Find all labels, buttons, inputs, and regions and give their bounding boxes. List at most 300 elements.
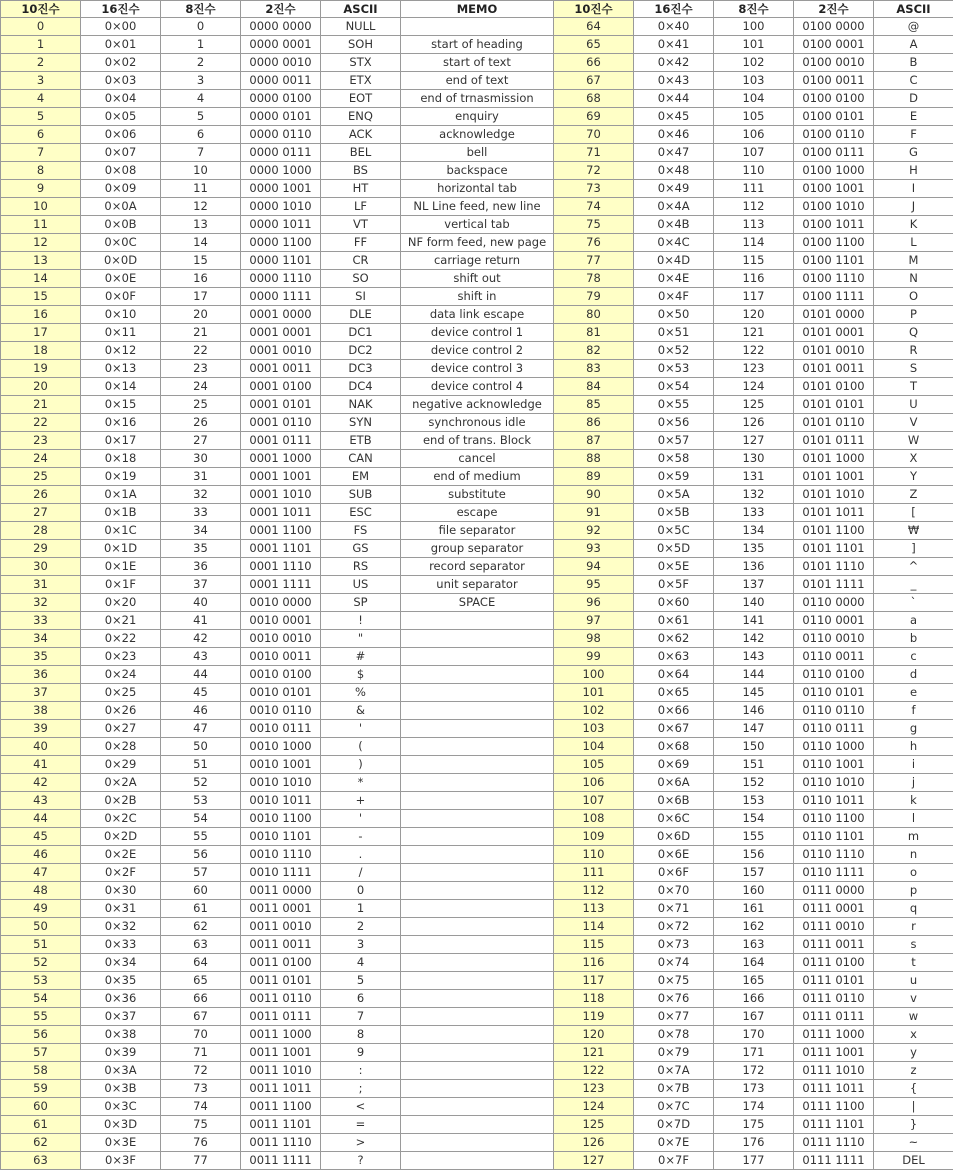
cell-octal: 63 — [161, 936, 241, 954]
cell-ascii: DC4 — [321, 378, 401, 396]
cell-binary-2: 0110 0110 — [794, 702, 874, 720]
cell-octal: 64 — [161, 954, 241, 972]
table-row — [1, 216, 953, 234]
cell-memo: end of trans. Block — [401, 432, 554, 450]
cell-memo: horizontal tab — [401, 180, 554, 198]
cell-hex: 0×3D — [81, 1116, 161, 1134]
cell-hex-2: 0×4F — [634, 288, 714, 306]
cell-memo — [401, 864, 554, 882]
header-memo: MEMO — [401, 1, 554, 18]
cell-hex: 0×0C — [81, 234, 161, 252]
table-row — [1, 1008, 953, 1026]
cell-decimal-2: 87 — [554, 432, 634, 450]
cell-octal: 4 — [161, 90, 241, 108]
cell-ascii: & — [321, 702, 401, 720]
cell-memo: backspace — [401, 162, 554, 180]
cell-ascii: 4 — [321, 954, 401, 972]
cell-hex-2: 0×43 — [634, 72, 714, 90]
cell-octal-2: 103 — [714, 72, 794, 90]
cell-ascii-2: Z — [874, 486, 953, 504]
cell-hex: 0×34 — [81, 954, 161, 972]
cell-octal: 14 — [161, 234, 241, 252]
cell-binary: 0001 1111 — [241, 576, 321, 594]
cell-hex-2: 0×62 — [634, 630, 714, 648]
table-row — [1, 846, 953, 864]
cell-binary: 0011 1101 — [241, 1116, 321, 1134]
cell-hex: 0×00 — [81, 18, 161, 36]
cell-octal-2: 107 — [714, 144, 794, 162]
cell-ascii-2: _ — [874, 576, 953, 594]
cell-ascii-2: G — [874, 144, 953, 162]
table-row — [1, 540, 953, 558]
cell-octal: 5 — [161, 108, 241, 126]
cell-ascii: ENQ — [321, 108, 401, 126]
cell-binary-2: 0110 0101 — [794, 684, 874, 702]
cell-binary-2: 0111 0010 — [794, 918, 874, 936]
cell-ascii-2: r — [874, 918, 953, 936]
cell-ascii-2: K — [874, 216, 953, 234]
table-row — [1, 270, 953, 288]
cell-memo — [401, 774, 554, 792]
cell-hex-2: 0×54 — [634, 378, 714, 396]
cell-ascii-2: W — [874, 432, 953, 450]
cell-decimal: 14 — [1, 270, 81, 288]
cell-ascii-2: V — [874, 414, 953, 432]
cell-ascii-2: p — [874, 882, 953, 900]
cell-binary: 0011 1110 — [241, 1134, 321, 1152]
cell-octal: 56 — [161, 846, 241, 864]
cell-hex: 0×1C — [81, 522, 161, 540]
cell-ascii: ' — [321, 810, 401, 828]
cell-decimal: 15 — [1, 288, 81, 306]
cell-octal-2: 126 — [714, 414, 794, 432]
cell-decimal: 51 — [1, 936, 81, 954]
cell-hex-2: 0×64 — [634, 666, 714, 684]
cell-binary-2: 0110 0111 — [794, 720, 874, 738]
table-row — [1, 108, 953, 126]
cell-binary-2: 0101 0100 — [794, 378, 874, 396]
cell-hex-2: 0×65 — [634, 684, 714, 702]
cell-memo — [401, 702, 554, 720]
cell-octal-2: 176 — [714, 1134, 794, 1152]
cell-ascii: NAK — [321, 396, 401, 414]
cell-octal: 16 — [161, 270, 241, 288]
cell-ascii: NULL — [321, 18, 401, 36]
cell-hex: 0×39 — [81, 1044, 161, 1062]
table-row — [1, 1062, 953, 1080]
cell-octal: 21 — [161, 324, 241, 342]
cell-ascii: > — [321, 1134, 401, 1152]
cell-octal: 55 — [161, 828, 241, 846]
cell-memo — [401, 1026, 554, 1044]
cell-binary: 0011 1001 — [241, 1044, 321, 1062]
cell-binary: 0001 1110 — [241, 558, 321, 576]
cell-ascii-2: d — [874, 666, 953, 684]
cell-octal: 6 — [161, 126, 241, 144]
cell-binary: 0000 0010 — [241, 54, 321, 72]
cell-hex-2: 0×4A — [634, 198, 714, 216]
cell-binary: 0001 1011 — [241, 504, 321, 522]
cell-memo: shift in — [401, 288, 554, 306]
cell-binary-2: 0111 1011 — [794, 1080, 874, 1098]
cell-memo — [401, 684, 554, 702]
table-row — [1, 306, 953, 324]
cell-ascii: - — [321, 828, 401, 846]
cell-ascii: GS — [321, 540, 401, 558]
cell-hex: 0×10 — [81, 306, 161, 324]
cell-octal: 26 — [161, 414, 241, 432]
cell-memo: enquiry — [401, 108, 554, 126]
cell-octal: 30 — [161, 450, 241, 468]
cell-hex: 0×1B — [81, 504, 161, 522]
header-ascii-2: ASCII — [874, 1, 953, 18]
cell-hex-2: 0×69 — [634, 756, 714, 774]
cell-decimal-2: 111 — [554, 864, 634, 882]
table-row — [1, 594, 953, 612]
cell-binary-2: 0101 1010 — [794, 486, 874, 504]
cell-binary-2: 0110 1110 — [794, 846, 874, 864]
cell-ascii-2: B — [874, 54, 953, 72]
cell-ascii-2: S — [874, 360, 953, 378]
cell-octal-2: 144 — [714, 666, 794, 684]
cell-hex: 0×2F — [81, 864, 161, 882]
table-row — [1, 864, 953, 882]
header-hex-2: 16진수 — [634, 1, 714, 18]
cell-octal-2: 116 — [714, 270, 794, 288]
cell-ascii-2: M — [874, 252, 953, 270]
cell-ascii: * — [321, 774, 401, 792]
cell-ascii: / — [321, 864, 401, 882]
cell-decimal-2: 126 — [554, 1134, 634, 1152]
cell-decimal: 40 — [1, 738, 81, 756]
cell-octal-2: 111 — [714, 180, 794, 198]
cell-octal-2: 136 — [714, 558, 794, 576]
cell-ascii-2: Y — [874, 468, 953, 486]
table-row — [1, 990, 953, 1008]
cell-ascii-2: F — [874, 126, 953, 144]
cell-decimal-2: 105 — [554, 756, 634, 774]
cell-binary: 0010 1101 — [241, 828, 321, 846]
table-row — [1, 432, 953, 450]
cell-hex-2: 0×5F — [634, 576, 714, 594]
cell-ascii: < — [321, 1098, 401, 1116]
header-octal: 8진수 — [161, 1, 241, 18]
cell-memo — [401, 900, 554, 918]
cell-octal: 50 — [161, 738, 241, 756]
cell-decimal: 10 — [1, 198, 81, 216]
cell-binary: 0010 0000 — [241, 594, 321, 612]
cell-octal-2: 142 — [714, 630, 794, 648]
cell-ascii-2: w — [874, 1008, 953, 1026]
cell-binary: 0010 0011 — [241, 648, 321, 666]
cell-ascii-2: l — [874, 810, 953, 828]
cell-decimal: 28 — [1, 522, 81, 540]
table-row — [1, 1026, 953, 1044]
cell-binary-2: 0111 0101 — [794, 972, 874, 990]
cell-octal: 57 — [161, 864, 241, 882]
cell-decimal: 9 — [1, 180, 81, 198]
cell-octal-2: 114 — [714, 234, 794, 252]
cell-decimal-2: 65 — [554, 36, 634, 54]
cell-octal: 33 — [161, 504, 241, 522]
cell-decimal: 45 — [1, 828, 81, 846]
cell-ascii: ; — [321, 1080, 401, 1098]
cell-octal: 24 — [161, 378, 241, 396]
table-row — [1, 162, 953, 180]
cell-hex: 0×26 — [81, 702, 161, 720]
cell-memo: NF form feed, new page — [401, 234, 554, 252]
cell-memo — [401, 1134, 554, 1152]
cell-octal: 54 — [161, 810, 241, 828]
cell-octal: 66 — [161, 990, 241, 1008]
cell-decimal: 2 — [1, 54, 81, 72]
cell-decimal: 0 — [1, 18, 81, 36]
cell-octal: 2 — [161, 54, 241, 72]
header-binary: 2진수 — [241, 1, 321, 18]
cell-binary: 0011 0011 — [241, 936, 321, 954]
cell-hex-2: 0×45 — [634, 108, 714, 126]
table-row — [1, 882, 953, 900]
cell-hex-2: 0×49 — [634, 180, 714, 198]
cell-ascii-2: b — [874, 630, 953, 648]
cell-hex-2: 0×7B — [634, 1080, 714, 1098]
cell-octal-2: 154 — [714, 810, 794, 828]
cell-binary-2: 0111 1110 — [794, 1134, 874, 1152]
table-row — [1, 504, 953, 522]
cell-hex-2: 0×66 — [634, 702, 714, 720]
cell-hex: 0×1A — [81, 486, 161, 504]
cell-binary: 0011 0000 — [241, 882, 321, 900]
table-row — [1, 648, 953, 666]
cell-ascii: EOT — [321, 90, 401, 108]
cell-decimal: 29 — [1, 540, 81, 558]
cell-ascii: ACK — [321, 126, 401, 144]
table-row — [1, 900, 953, 918]
cell-decimal-2: 104 — [554, 738, 634, 756]
cell-binary-2: 0100 0110 — [794, 126, 874, 144]
cell-hex-2: 0×75 — [634, 972, 714, 990]
table-row — [1, 1134, 953, 1152]
cell-octal-2: 173 — [714, 1080, 794, 1098]
cell-ascii: DC2 — [321, 342, 401, 360]
cell-binary-2: 0111 1010 — [794, 1062, 874, 1080]
cell-ascii: DLE — [321, 306, 401, 324]
cell-ascii: $ — [321, 666, 401, 684]
cell-hex-2: 0×5C — [634, 522, 714, 540]
cell-ascii-2: H — [874, 162, 953, 180]
cell-hex-2: 0×61 — [634, 612, 714, 630]
cell-decimal-2: 116 — [554, 954, 634, 972]
cell-octal: 46 — [161, 702, 241, 720]
cell-hex-2: 0×5B — [634, 504, 714, 522]
cell-decimal: 35 — [1, 648, 81, 666]
cell-decimal-2: 118 — [554, 990, 634, 1008]
cell-binary: 0011 1000 — [241, 1026, 321, 1044]
cell-decimal-2: 102 — [554, 702, 634, 720]
cell-binary: 0001 0000 — [241, 306, 321, 324]
table-row — [1, 126, 953, 144]
cell-ascii: CR — [321, 252, 401, 270]
cell-decimal: 54 — [1, 990, 81, 1008]
cell-decimal: 44 — [1, 810, 81, 828]
cell-ascii: FF — [321, 234, 401, 252]
cell-octal: 65 — [161, 972, 241, 990]
cell-ascii: . — [321, 846, 401, 864]
cell-octal-2: 130 — [714, 450, 794, 468]
cell-ascii-2: a — [874, 612, 953, 630]
cell-ascii: SP — [321, 594, 401, 612]
table-row — [1, 612, 953, 630]
cell-memo — [401, 882, 554, 900]
cell-ascii-2: ~ — [874, 1134, 953, 1152]
cell-memo — [401, 936, 554, 954]
table-row — [1, 738, 953, 756]
cell-decimal-2: 84 — [554, 378, 634, 396]
cell-decimal: 27 — [1, 504, 81, 522]
table-row — [1, 450, 953, 468]
cell-octal: 31 — [161, 468, 241, 486]
cell-hex-2: 0×6A — [634, 774, 714, 792]
cell-decimal-2: 85 — [554, 396, 634, 414]
table-row — [1, 180, 953, 198]
cell-ascii: 5 — [321, 972, 401, 990]
cell-binary: 0000 0011 — [241, 72, 321, 90]
cell-memo — [401, 630, 554, 648]
cell-octal-2: 137 — [714, 576, 794, 594]
cell-hex-2: 0×4B — [634, 216, 714, 234]
cell-hex: 0×20 — [81, 594, 161, 612]
cell-decimal-2: 108 — [554, 810, 634, 828]
cell-hex-2: 0×52 — [634, 342, 714, 360]
cell-ascii-2: O — [874, 288, 953, 306]
cell-octal-2: 143 — [714, 648, 794, 666]
cell-ascii-2: i — [874, 756, 953, 774]
cell-ascii-2: X — [874, 450, 953, 468]
cell-hex: 0×37 — [81, 1008, 161, 1026]
cell-binary-2: 0110 1111 — [794, 864, 874, 882]
cell-ascii: 0 — [321, 882, 401, 900]
cell-memo — [401, 1116, 554, 1134]
cell-binary: 0000 0110 — [241, 126, 321, 144]
table-row — [1, 414, 953, 432]
cell-ascii: 9 — [321, 1044, 401, 1062]
cell-binary-2: 0110 1000 — [794, 738, 874, 756]
cell-memo: unit separator — [401, 576, 554, 594]
cell-binary-2: 0110 1100 — [794, 810, 874, 828]
cell-hex: 0×13 — [81, 360, 161, 378]
cell-hex: 0×16 — [81, 414, 161, 432]
cell-binary: 0011 1100 — [241, 1098, 321, 1116]
cell-octal-2: 152 — [714, 774, 794, 792]
cell-hex: 0×0F — [81, 288, 161, 306]
cell-octal-2: 134 — [714, 522, 794, 540]
cell-ascii-2: | — [874, 1098, 953, 1116]
cell-ascii: ! — [321, 612, 401, 630]
cell-binary-2: 0101 1100 — [794, 522, 874, 540]
cell-octal-2: 122 — [714, 342, 794, 360]
cell-octal: 61 — [161, 900, 241, 918]
cell-memo: cancel — [401, 450, 554, 468]
cell-decimal-2: 70 — [554, 126, 634, 144]
cell-binary-2: 0101 0001 — [794, 324, 874, 342]
cell-hex: 0×2E — [81, 846, 161, 864]
cell-octal-2: 133 — [714, 504, 794, 522]
cell-hex-2: 0×40 — [634, 18, 714, 36]
cell-binary: 0000 1011 — [241, 216, 321, 234]
cell-ascii: ESC — [321, 504, 401, 522]
cell-ascii: SUB — [321, 486, 401, 504]
cell-hex: 0×31 — [81, 900, 161, 918]
table-row — [1, 828, 953, 846]
cell-ascii: ETB — [321, 432, 401, 450]
cell-decimal-2: 122 — [554, 1062, 634, 1080]
cell-binary: 0010 0110 — [241, 702, 321, 720]
cell-ascii: STX — [321, 54, 401, 72]
cell-ascii-2: e — [874, 684, 953, 702]
cell-octal-2: 172 — [714, 1062, 794, 1080]
cell-hex-2: 0×77 — [634, 1008, 714, 1026]
cell-octal: 71 — [161, 1044, 241, 1062]
cell-binary-2: 0101 1011 — [794, 504, 874, 522]
cell-decimal: 58 — [1, 1062, 81, 1080]
table-row — [1, 558, 953, 576]
cell-memo: acknowledge — [401, 126, 554, 144]
cell-octal-2: 102 — [714, 54, 794, 72]
cell-ascii-2: P — [874, 306, 953, 324]
cell-decimal: 37 — [1, 684, 81, 702]
header-ascii: ASCII — [321, 1, 401, 18]
cell-octal-2: 160 — [714, 882, 794, 900]
cell-memo — [401, 756, 554, 774]
cell-binary: 0001 0110 — [241, 414, 321, 432]
cell-binary-2: 0100 1000 — [794, 162, 874, 180]
cell-hex-2: 0×6C — [634, 810, 714, 828]
cell-binary-2: 0111 1111 — [794, 1152, 874, 1170]
cell-decimal-2: 82 — [554, 342, 634, 360]
cell-hex: 0×06 — [81, 126, 161, 144]
cell-hex-2: 0×57 — [634, 432, 714, 450]
cell-hex-2: 0×70 — [634, 882, 714, 900]
cell-octal: 17 — [161, 288, 241, 306]
table-row — [1, 666, 953, 684]
cell-decimal-2: 110 — [554, 846, 634, 864]
cell-memo — [401, 1008, 554, 1026]
cell-octal: 75 — [161, 1116, 241, 1134]
table-row — [1, 936, 953, 954]
cell-hex-2: 0×55 — [634, 396, 714, 414]
header-row — [1, 1, 953, 18]
cell-decimal: 24 — [1, 450, 81, 468]
cell-decimal: 4 — [1, 90, 81, 108]
cell-memo — [401, 18, 554, 36]
cell-hex: 0×01 — [81, 36, 161, 54]
cell-octal: 15 — [161, 252, 241, 270]
cell-decimal-2: 127 — [554, 1152, 634, 1170]
cell-octal: 7 — [161, 144, 241, 162]
cell-decimal: 57 — [1, 1044, 81, 1062]
cell-hex-2: 0×5D — [634, 540, 714, 558]
cell-decimal-2: 106 — [554, 774, 634, 792]
cell-octal-2: 151 — [714, 756, 794, 774]
cell-octal: 34 — [161, 522, 241, 540]
cell-decimal-2: 97 — [554, 612, 634, 630]
cell-hex: 0×24 — [81, 666, 161, 684]
cell-octal-2: 132 — [714, 486, 794, 504]
cell-hex-2: 0×47 — [634, 144, 714, 162]
table-row — [1, 360, 953, 378]
cell-octal: 22 — [161, 342, 241, 360]
cell-hex-2: 0×53 — [634, 360, 714, 378]
